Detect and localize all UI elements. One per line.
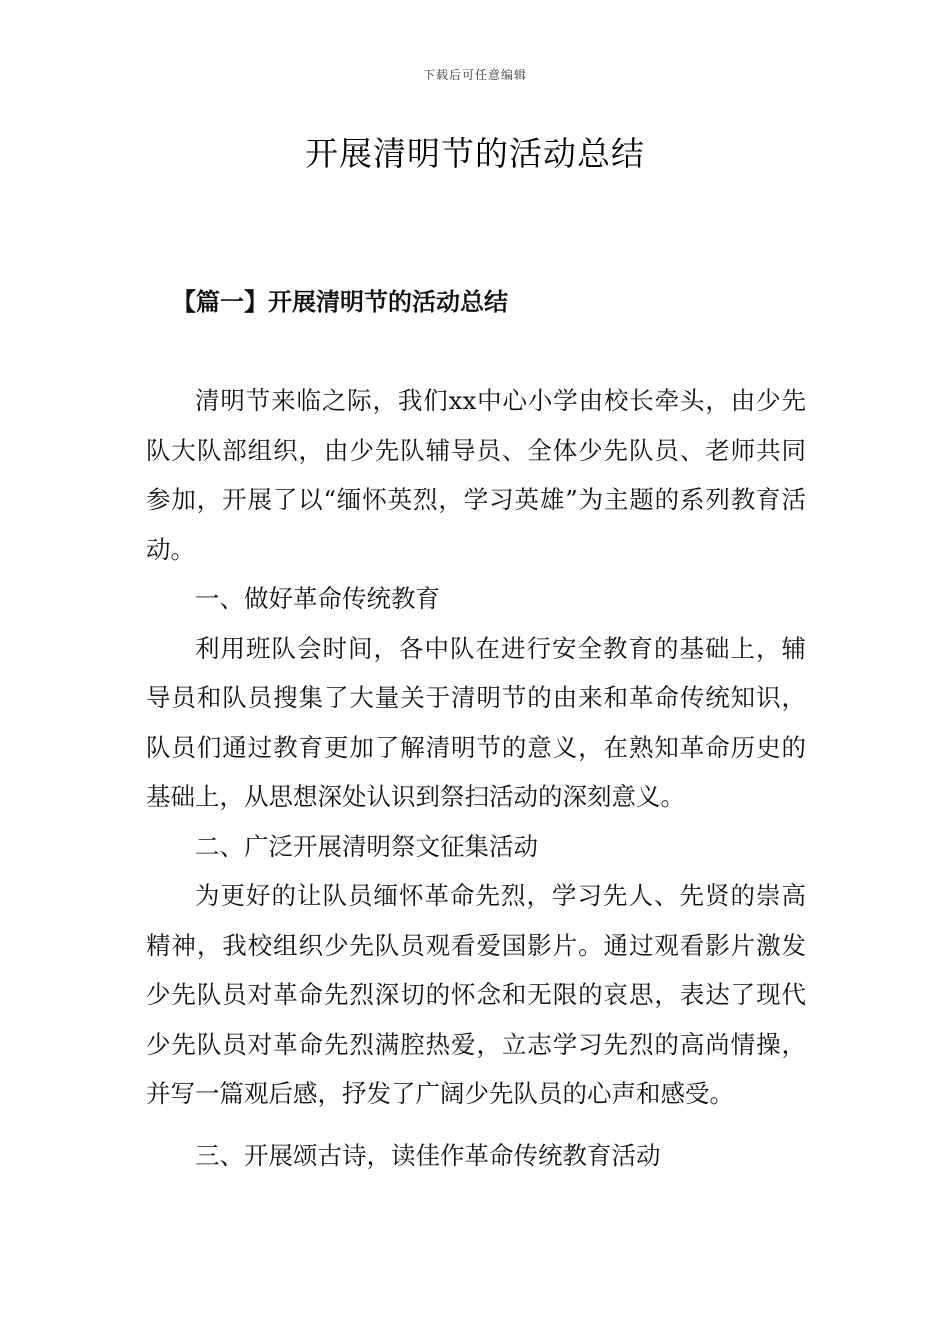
subheading-1: 一、做好革命传统教育 <box>195 584 440 613</box>
header-note: 下载后可任意编辑 <box>422 68 527 82</box>
paragraph-intro: 清明节来临之际，我们xx中心小学由校长牵头，由少先队大队部组织，由少先队辅导员、全体少先队员、老师共同参加，开展了以“缅怀英烈，学习英雄”为主题的系列教育活动。 <box>146 386 806 564</box>
section-heading: 【篇一】开展清明节的活动总结 <box>172 287 508 316</box>
document-title: 开展清明节的活动总结 <box>305 134 645 173</box>
paragraph-1: 利用班队会时间，各中队在进行安全教育的基础上，辅导员和队员搜集了大量关于清明节的由来和革命传统知识，队员们通过教育更加了解清明节的意义，在熟知革命历史的基础上，从思想深处认识到祭扫活动的深刻意义。 <box>146 633 806 811</box>
subheading-2: 二、广泛开展清明祭文征集活动 <box>195 831 538 861</box>
document-body <box>146 376 806 1180</box>
paragraph-2: 为更好的让队员缅怀革命先烈，学习先人、先贤的崇高精神，我校组织少先队员观看爱国影片。通过观看影片激发少先队员对革命先烈深切的怀念和无限的哀思，表达了现代少先队员对革命先烈满腔热爱，立志学习先烈的高尚情操，并写一篇观后感，抒发了广阔少先队员的心声和感受。 <box>146 881 806 1108</box>
subheading-3: 三、开展颂古诗，读佳作革命传统教育活动 <box>195 1140 661 1170</box>
